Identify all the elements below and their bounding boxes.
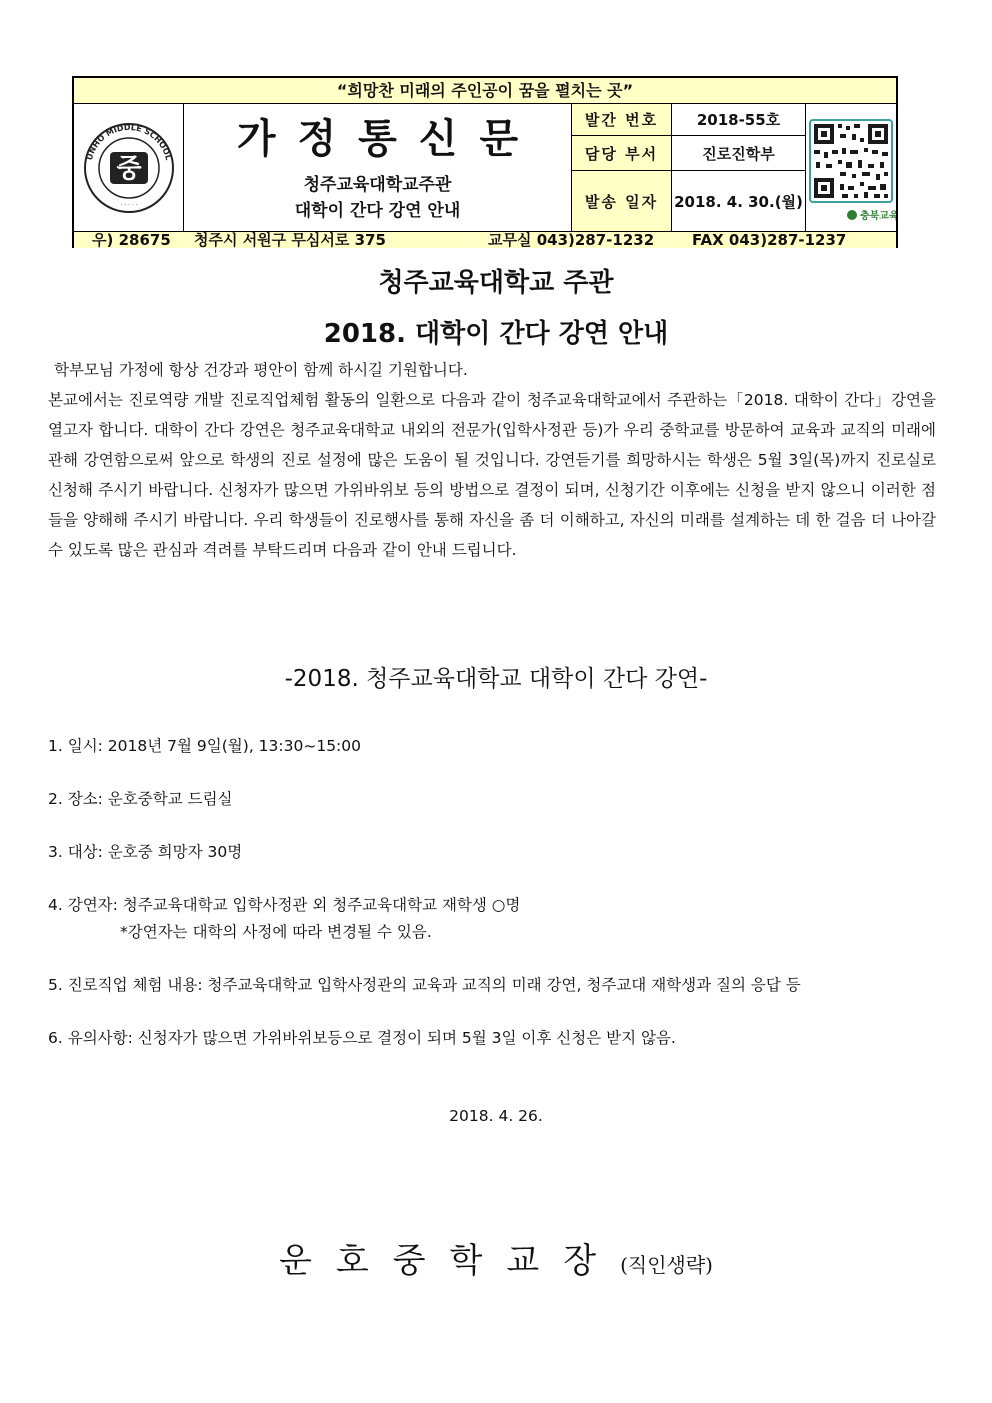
logo-ring-text: UNHO MIDDLE SCHOOL <box>84 122 174 162</box>
issue-info-table <box>572 104 806 231</box>
intro-paragraph: 본교에서는 진로역량 개발 진로직업체험 활동의 일환으로 다음과 같이 청주교육대학교에서 주관하는「2018. 대학이 간다」강연을 열고자 합니다. 대학이 간다 강연은 청주교육대학교 내외의 전문가(입학사정관 등)가 우리 중학교를 방문하여 교육과 교직의 미래에 관해 강연함으로써 앞으로 학생의 진로 설정에 많은 도움이 될 것입니다. 강연듣기를 희망하시는 학생은 5월 3일(목)까지 진로실로 신청해 주시기 바랍니다. 신청자가 많으면 가위바위보 등의 방법으로 결정이 되며, 신청기간 이후에는 신청을 받지 않으니 이러한 점들을 양해해 주시기 바랍니다. 우리 학생들이 진로행사를 통해 자신을 좀 더 이해하고, 자신의 미래를 설계하는 데 한 걸음 더 나아갈 수 있도록 많은 관심과 격려를 부탁드리며 다음과 같이 안내 드립니다. <box>48 391 936 559</box>
signature <box>0 1233 992 1282</box>
send-date-label: 발송 일자 <box>572 171 672 231</box>
item-content: 5. 진로직업 체험 내용: 청주교육대학교 입학사정관의 교육과 교직의 미래 강연, 청주교대 재학생과 질의 응답 등 <box>48 976 801 994</box>
issue-number-label: 발간 번호 <box>572 104 672 135</box>
header-main-row <box>74 104 896 232</box>
item-datetime: 1. 일시: 2018년 7월 9일(월), 13:30~15:00 <box>48 737 361 755</box>
department-row <box>572 136 805 171</box>
send-date-row <box>572 171 805 231</box>
body-text <box>48 355 936 565</box>
issue-number-row <box>572 104 805 136</box>
newsletter-title: 가정통신문 <box>236 115 541 162</box>
office-fax: FAX 043)287-1237 <box>692 231 847 249</box>
greeting: 학부모님 가정에 항상 건강과 평안이 함께 하시길 기원합니다. <box>54 361 468 379</box>
item-notice: 6. 유의사항: 신청자가 많으면 가위바위보등으로 결정이 되며 5월 3일 이후 신청은 받지 않음. <box>48 1029 676 1047</box>
speaker-note: *강연자는 대학의 사정에 따라 변경될 수 있음. <box>120 923 432 941</box>
newsletter-subtitle-1: 청주교육대학교주관 <box>303 175 452 195</box>
item-speakers: 4. 강연자: 청주교육대학교 입학사정관 외 청주교육대학교 재학생 ○명 <box>48 896 521 914</box>
qr-cell <box>806 104 896 231</box>
school-logo-icon <box>74 104 184 231</box>
newsletter-subtitle-2: 대학이 간다 강연 안내 <box>294 201 461 221</box>
principal-signature: 운호중학교장 <box>279 1241 621 1281</box>
item-audience: 3. 대상: 운호중 희망자 30명 <box>48 843 243 861</box>
seal-omitted-note: (직인생략) <box>620 1253 713 1277</box>
department-label: 담당 부서 <box>572 136 672 170</box>
logo-char: 중 <box>116 154 142 184</box>
qr-caption: 충북교육 <box>860 211 896 222</box>
main-heading-2: 2018. 대학이 간다 강연 안내 <box>323 319 669 349</box>
contact-footer <box>74 232 896 248</box>
svg-text:· · · · ·: · · · · · <box>120 202 138 209</box>
qr-code-icon <box>806 104 896 231</box>
school-logo-cell <box>74 104 184 231</box>
school-address: 청주시 서원구 무심서로 375 <box>194 231 386 249</box>
document-date: 2018. 4. 26. <box>449 1107 543 1125</box>
school-slogan: “희망찬 미래의 주인공이 꿈을 펼치는 곳” <box>74 78 896 104</box>
issue-number-value: 2018-55호 <box>696 111 781 129</box>
main-heading-1: 청주교육대학교 주관 <box>378 268 614 298</box>
send-date-value: 2018. 4. 30.(월) <box>674 192 803 211</box>
item-location: 2. 장소: 운호중학교 드림실 <box>48 790 233 808</box>
title-cell <box>184 104 572 231</box>
newsletter-header <box>72 76 898 248</box>
department-value: 진로진학부 <box>702 144 775 163</box>
section-title: -2018. 청주교육대학교 대학이 간다 강연- <box>284 666 708 692</box>
postal-code: 우) 28675 <box>92 231 171 249</box>
office-phone: 교무실 043)287-1232 <box>488 231 655 249</box>
